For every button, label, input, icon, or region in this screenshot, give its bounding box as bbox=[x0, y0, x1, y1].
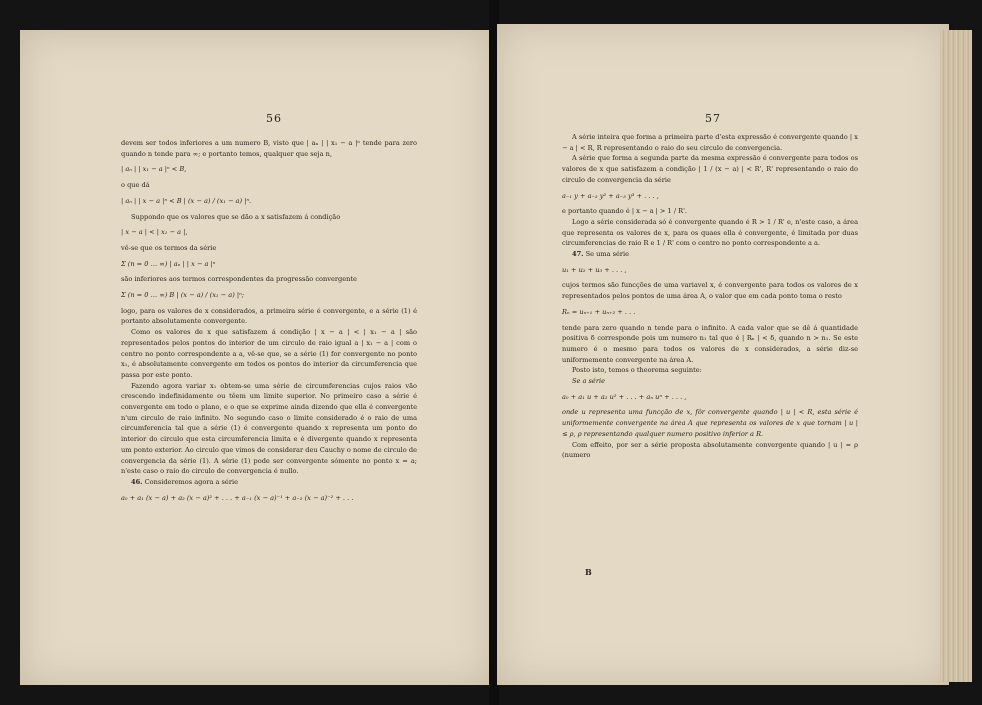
page-text-column bbox=[121, 138, 417, 508]
paragraph: A série que forma a segunda parte da mesma expressão é convergente para todos os valores de x que satisfazem a condição | 1 / (x − a) | < R', R' representando o raio do circulo de convergencia da série bbox=[562, 154, 858, 184]
paragraph: Posto isto, temos o theorema seguinte: bbox=[572, 366, 702, 375]
section-paragraph bbox=[562, 249, 858, 260]
equation: Σ (n = 0 … ∞) B | (x − a) / (x₁ − a) |ⁿ; bbox=[121, 291, 244, 300]
equation: | aₙ | | x − a |ⁿ < B | (x − a) / (x₁ − a) |ⁿ. bbox=[121, 196, 252, 205]
equation: Σ (n = 0 … ∞) | aₙ | | x − a |ⁿ bbox=[121, 259, 216, 268]
paragraph: Fazendo agora variar x₁ obtem-se uma série de circumferencias cujos raios vão crescendo indefinidamente ou têem um limite superior. No primeiro caso a série é convergente em todo o plano, e o que se exprime ainda dizendo que ella é convergente n'um circulo de raio infinito. No segundo caso o limite considerado é o raio de uma circumferencia tal que a série (1) é convergente quando x representa um ponto do interior do circulo que esta circumferencia limita e é divergente quando x representa um ponto exterior. Ao circulo que vimos de considerar deu Cauchy o nome de circulo de convergencia da série (1). A série (1) pode ser convergente sómente no ponto x = a; n'este caso o raio do circulo de convergencia é nullo. bbox=[121, 381, 417, 476]
section-text: Consideremos agora a série bbox=[142, 477, 238, 486]
paragraph: devem ser todos inferiores a um numero B, visto que | aₙ | | x₁ − a |ⁿ tende para zero quando n tende para ∞; e portanto temos, qualquer que seja n, bbox=[121, 139, 417, 158]
paragraph: Se a série bbox=[572, 377, 605, 386]
equation: | aₙ | | x₁ − a |ⁿ < B, bbox=[121, 165, 187, 174]
paragraph: o que dá bbox=[121, 181, 150, 190]
page-number: 57 bbox=[705, 112, 721, 125]
paragraph: vê-se que os termos da série bbox=[121, 243, 217, 252]
paragraph: Com effeito, por ser a série proposta absolutamente convergente quando | u | = ρ (numero bbox=[562, 440, 858, 460]
paragraph: tende para zero quando n tende para o infinito. A cada valor que se dê á quantidade positiva δ corresponde pois um numero n₁ tal que é | Rₙ | < δ, quando n > n₁. Se este numero é o mesmo para todos os valores de x considerados, a série diz-se uniformemente convergente na área A. bbox=[562, 323, 858, 364]
paragraph: e portanto quando é | x − a | > 1 / R'. bbox=[562, 207, 688, 216]
page-number: 56 bbox=[266, 112, 282, 125]
equation: a₋₁ y + a₋₂ y² + a₋₃ y³ + . . . , bbox=[562, 191, 659, 200]
paragraph: A série inteira que forma a primeira parte d'esta expressão é convergente quando | x − a | < R, R representando o raio do seu circulo de convergencia. bbox=[562, 133, 858, 152]
equation: a₀ + a₁ u + a₂ u² + . . . + aₙ uⁿ + . . . , bbox=[562, 392, 687, 401]
right-page bbox=[497, 24, 949, 685]
left-page bbox=[20, 30, 491, 685]
paragraph: logo, para os valores de x considerados, a primeira série é convergente, e a série (1) é portanto absolutamente convergente. bbox=[121, 306, 417, 326]
page-text-column bbox=[562, 132, 858, 461]
equation: | x − a | < | x₁ − a |, bbox=[121, 228, 188, 237]
equation: Rₙ = uₙ₊₁ + uₙ₊₂ + . . . bbox=[562, 307, 636, 316]
section-number: 46. bbox=[131, 477, 143, 486]
paragraph: cujos termos são funcções de uma variavel x, é convergente para todos os valores de x representados pelos pontos de uma área A, o valor que em cada ponto toma o resto bbox=[562, 281, 858, 301]
equation: u₁ + u₂ + u₃ + . . . , bbox=[562, 265, 627, 274]
paragraph: são inferiores aos termos correspondentes da progressão convergente bbox=[121, 275, 357, 284]
page-edges bbox=[940, 30, 972, 682]
section-text: Se uma série bbox=[583, 250, 630, 259]
equation: a₀ + a₁ (x − a) + a₂ (x − a)² + . . . + a₋₁ (x − a)⁻¹ + a₋₂ (x − a)⁻² + . . . bbox=[121, 493, 354, 502]
paragraph: Logo a série considerada só é convergente quando é R > 1 / R' e, n'este caso, a área que representa os valores de x, para os quaes ella é convergente, é limitada por duas circumferencias de raio R e 1 / R' com o centro no ponto correspondente a a. bbox=[562, 217, 858, 248]
section-paragraph bbox=[121, 477, 417, 488]
paragraph: Suppondo que os valores que se dão a x satisfazem á condição bbox=[131, 212, 341, 221]
paragraph: Como os valores de x que satisfazem á condição | x − a | < | x₁ − a | são representados pelos pontos do interior de um circulo de raio igual a | x₁ − a | com o centro no ponto correspondente a a, vê-se que, se a série (1) for convergente no ponto x₁, é absolutamente convergente em todos os pontos do interior da circumferencia que passa por este ponto. bbox=[121, 328, 417, 379]
signature-mark: B bbox=[585, 567, 592, 577]
paragraph: onde u representa uma funcção de x, fôr convergente quando | u | < R, esta série é uniformemente convergente na área A que representa os valores de x que tornam | u | ≤ ρ, ρ representando qualquer numero positivo inferior a R. bbox=[562, 408, 858, 438]
section-number: 47. bbox=[572, 250, 584, 259]
